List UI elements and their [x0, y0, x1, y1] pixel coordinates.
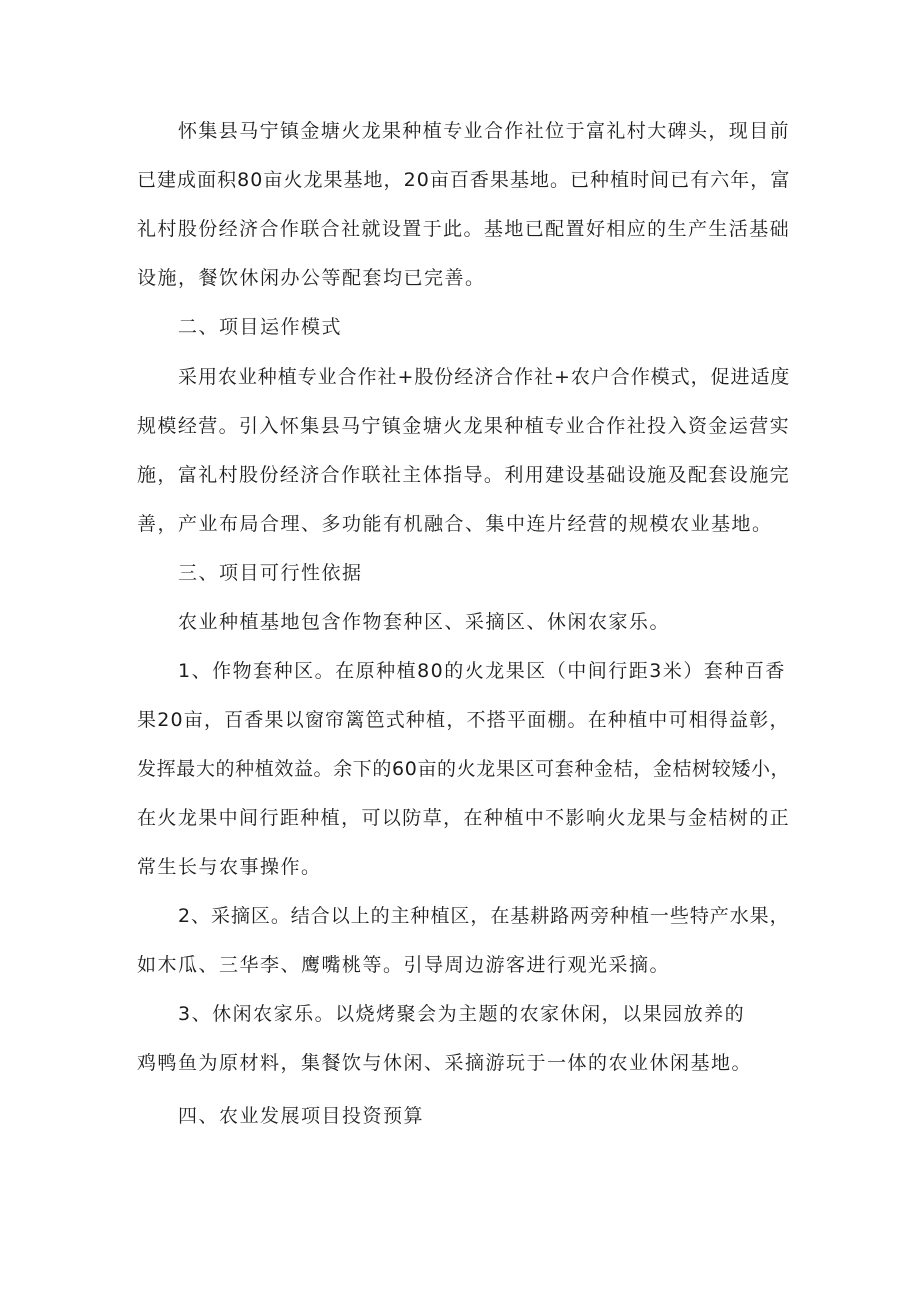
text-line: 发挥最大的种植效益。余下的60亩的火龙果区可套种金桔，金桔树较矮小，: [137, 758, 791, 780]
text-line: 3、休闲农家乐。以烧烤聚会为主题的农家休闲，以果园放养的: [178, 1003, 746, 1025]
text-line: 已建成面积80亩火龙果基地，20亩百香果基地。已种植时间已有六年，富: [137, 169, 791, 191]
text-line: 施，富礼村股份经济合作联社主体指导。利用建设基础设施及配套设施完: [137, 464, 791, 486]
heading-text: 四、农业发展项目投资预算: [178, 1105, 425, 1127]
text-line: 设施，餐饮休闲办公等配套均已完善。: [137, 267, 486, 289]
text-line: 礼村股份经济合作联合社就设置于此。基地已配置好相应的生产生活基础: [137, 218, 791, 240]
text-line: 鸡鸭鱼为原材料，集餐饮与休闲、采摘游玩于一体的农业休闲基地。: [137, 1052, 753, 1074]
text-line: 规模经营。引入怀集县马宁镇金塘火龙果种植专业合作社投入资金运营实: [137, 415, 791, 437]
text-line: 1、作物套种区。在原种植80的火龙果区（中间行距3米）套种百香: [178, 660, 786, 682]
text-line: 2、采摘区。结合以上的主种植区，在基耕路两旁种植一些特产水果，: [178, 905, 790, 927]
text-line: 善，产业布局合理、多功能有机融合、集中连片经营的规模农业基地。: [137, 513, 773, 535]
heading-text: 二、项目运作模式: [178, 316, 343, 338]
text-line: 在火龙果中间行距种植，可以防草，在种植中不影响火龙果与金桔树的正: [137, 807, 791, 829]
text-line: 如木瓜、三华李、鹰嘴桃等。引导周边游客进行观光采摘。: [137, 954, 671, 976]
text-line: 农业种植基地包含作物套种区、采摘区、休闲农家乐。: [178, 611, 671, 633]
text-line: 怀集县马宁镇金塘火龙果种植专业合作社位于富礼村大碑头，现目前: [178, 120, 791, 142]
text-line: 常生长与农事操作。: [137, 856, 322, 878]
text-line: 果20亩，百香果以窗帘篱笆式种植，不搭平面棚。在种植中可相得益彰，: [137, 709, 790, 731]
text-line: 采用农业种植专业合作社+股份经济合作社+农户合作模式，促进适度: [178, 366, 791, 388]
heading-text: 三、项目可行性依据: [178, 562, 363, 584]
